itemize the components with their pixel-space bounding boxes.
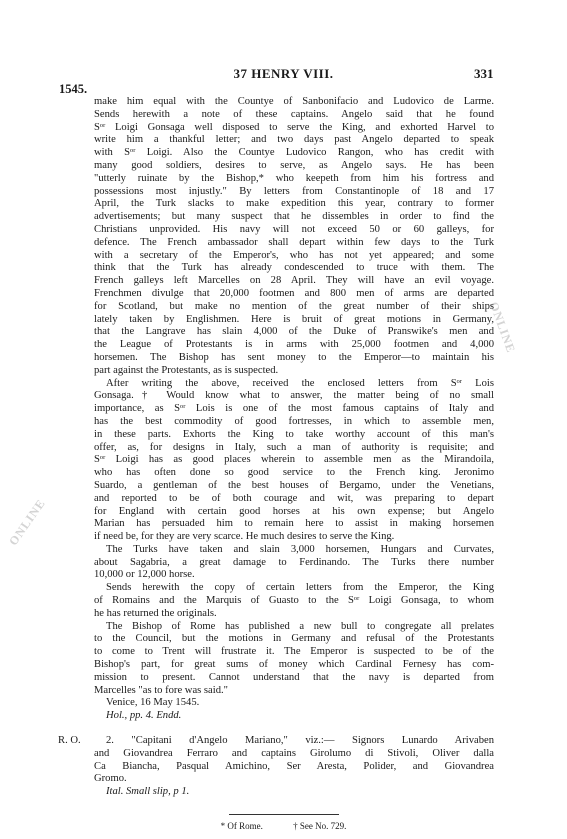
paragraph-line: "utterly ruinate by the Bishop,* who keepeth from him his fortress and bbox=[94, 172, 494, 184]
paragraph-line: he has returned the originals. bbox=[94, 607, 217, 619]
entry-line: and Giovandrea Ferraro and captains Girolumo di Stivoli, Oliver dalla bbox=[94, 747, 494, 759]
paragraph-line: Sends herewith the copy of certain letters from the Emperor, the King bbox=[106, 582, 494, 594]
footnote-rule bbox=[229, 814, 339, 815]
year-margin-label: 1545. bbox=[59, 82, 88, 96]
paragraph-line: about Sagabria, a great damage to Ferdinando. The Turks there number bbox=[94, 556, 494, 568]
paragraph-line: lately taken by Englishmen. Here is bruit of great motions in Germany, bbox=[94, 313, 494, 325]
paragraph-line: in these parts. Exhorts the King to take worthy account of this man's bbox=[94, 428, 494, 440]
paragraph-line: for England with certain good horses at his own expense; but Angelo bbox=[94, 505, 494, 517]
paragraph-line: Frenchmen divulge that 20,000 footmen and 800 men of arms are departed bbox=[94, 287, 494, 299]
paragraph-line: think that the Turk has already condescended to truce with them. The bbox=[94, 262, 494, 274]
library-watermark-right: ONLINE bbox=[486, 300, 519, 355]
running-head: 37 HENRY VIII. bbox=[233, 66, 334, 81]
paragraph-line: Sends herewith a note of these captains. Angelo said that he found bbox=[94, 108, 494, 120]
paragraph-line: and reported to be of both courage and wit, was preparing to depart bbox=[94, 492, 494, 504]
footnote-1: * Of Rome. bbox=[220, 821, 263, 831]
paragraph-line: Bishop's part, for great sums of money which Cardinal Fernesy has com- bbox=[94, 659, 494, 671]
entry-line: Ca Biancha, Pasqual Amichino, Ser Aresta, Polider, and Giovandrea bbox=[94, 760, 494, 772]
paragraph-line: 10,000 or 12,000 horse. bbox=[94, 569, 195, 581]
entry-line: 2. "Capitani d'Angelo Mariano," viz.:— Signors Lunardo Arivaben bbox=[106, 735, 494, 747]
footnotes bbox=[0, 821, 567, 831]
paragraph-line: write him a thankful letter; and two days past Angelo departed to speak bbox=[94, 134, 494, 146]
paragraph-line: The Turks have taken and slain 3,000 horsemen, Hungars and Curvates, bbox=[106, 543, 494, 555]
entry-line: Gromo. bbox=[94, 773, 127, 785]
paragraph-line: the League of Protestants is in arms with 25,000 footmen and 4,000 bbox=[94, 339, 494, 351]
paragraph-line: Marian has persuaded him to remain here to assist in making horsemen bbox=[94, 518, 494, 530]
paragraph-line: advertisements; but many suspect that he dissembles in order to find the bbox=[94, 211, 494, 223]
paragraph-line: possessions most injustly." By letters from Constantinople of 18 and 17 bbox=[94, 185, 494, 197]
paragraph-line: many good soldiers, desires to serve, as Angelo says. He has been bbox=[94, 159, 494, 171]
paragraph-line: with a secretary of the Emperor's, who has not yet appeared; and some bbox=[94, 249, 494, 261]
letter-date: Venice, 16 May 1545. bbox=[106, 697, 200, 709]
document-body bbox=[94, 96, 494, 799]
footnote-2: † See No. 729. bbox=[293, 821, 347, 831]
paragraph-line: The Bishop of Rome has published a new bull to congregate all prelates bbox=[106, 620, 494, 632]
record-office-marker: R. O. bbox=[58, 735, 81, 746]
paragraph-line: importance, as Sᵒʳ Lois is one of the most famous captains of Italy and bbox=[94, 403, 494, 415]
paragraph-line: offer, as, for designs in Italy, such a man of authority is requisite; and bbox=[94, 441, 494, 453]
paragraph-line: for Scotland, but make no mention of the great number of their ships bbox=[94, 300, 494, 312]
paragraph-line: Sᵒʳ Loigi Gonsaga well disposed to serve the King, and exhorted Harvel to bbox=[94, 121, 494, 133]
paragraph-line: mission to present. Cannot understand that the navy is departed from bbox=[94, 671, 494, 683]
paragraph-line: part against the Protestants, as is suspected. bbox=[94, 364, 279, 376]
paragraph-line: to the Council, but the motions in Germany and refusal of the Protestants bbox=[94, 633, 494, 645]
paragraph-line: horsemen. The Bishop has sent money to the Emperor—to maintain his bbox=[94, 351, 494, 363]
page-number: 331 bbox=[474, 66, 494, 81]
paragraph-line: who has often done so good service to the French king. Jeronimo bbox=[94, 467, 494, 479]
paragraph-line: Suardo, a gentleman of the best houses of Bergamo, under the Venetians, bbox=[94, 479, 494, 491]
paragraph-line: defence. The French ambassador shall depart within few days to the Turk bbox=[94, 236, 494, 248]
paragraph-line: Gonsaga.† Would know what to answer, the matter being of no small bbox=[94, 390, 494, 402]
paragraph-line: that the Langrave has slain 4,000 of the Duke of Pranswike's men and bbox=[94, 326, 494, 338]
entry-source-note: Ital. Small slip, p 1. bbox=[106, 786, 190, 798]
paragraph-line: Sᵒʳ Loigi has as good places wherein to assemble men as the Mirandoila, bbox=[94, 454, 494, 466]
library-watermark: ONLINE bbox=[6, 496, 49, 549]
paragraph-line: French galleys left Marcelles on 28 April. They will have an evil voyage. bbox=[94, 275, 494, 287]
paragraph-line: if need be, for they are very scarce. He much desires to serve the King. bbox=[94, 531, 395, 543]
paragraph-line: make him equal with the Countye of Sanbonifacio and Ludovico de Larme. bbox=[94, 96, 494, 107]
paragraph-line: April, the Turk slacks to make expedition this year, contrary to former bbox=[94, 198, 494, 210]
paragraph-line: of Romains and the Marquis of Guasto to the Sᵒʳ Loigi Gonsaga, to whom bbox=[94, 595, 494, 607]
paragraph-line: After writing the above, received the enclosed letters from Sᵒʳ Lois bbox=[106, 377, 494, 389]
paragraph-line: has the best commodity of good fortresses, in which to assemble men, bbox=[94, 415, 494, 427]
paragraph-line: Christians unprovided. His navy will not exceed 50 or 60 galleys, for bbox=[94, 223, 494, 235]
paragraph-line: to come to Trent will frustrate it. The Emperor is suspected to be of the bbox=[94, 646, 494, 658]
paragraph-line: with Sᵒʳ Loigi. Also the Countye Ludovico Rangon, who has credit with bbox=[94, 147, 494, 159]
source-note: Hol., pp. 4. Endd. bbox=[106, 710, 182, 722]
paragraph-line: Marcelles "as to fore was said." bbox=[94, 684, 228, 696]
